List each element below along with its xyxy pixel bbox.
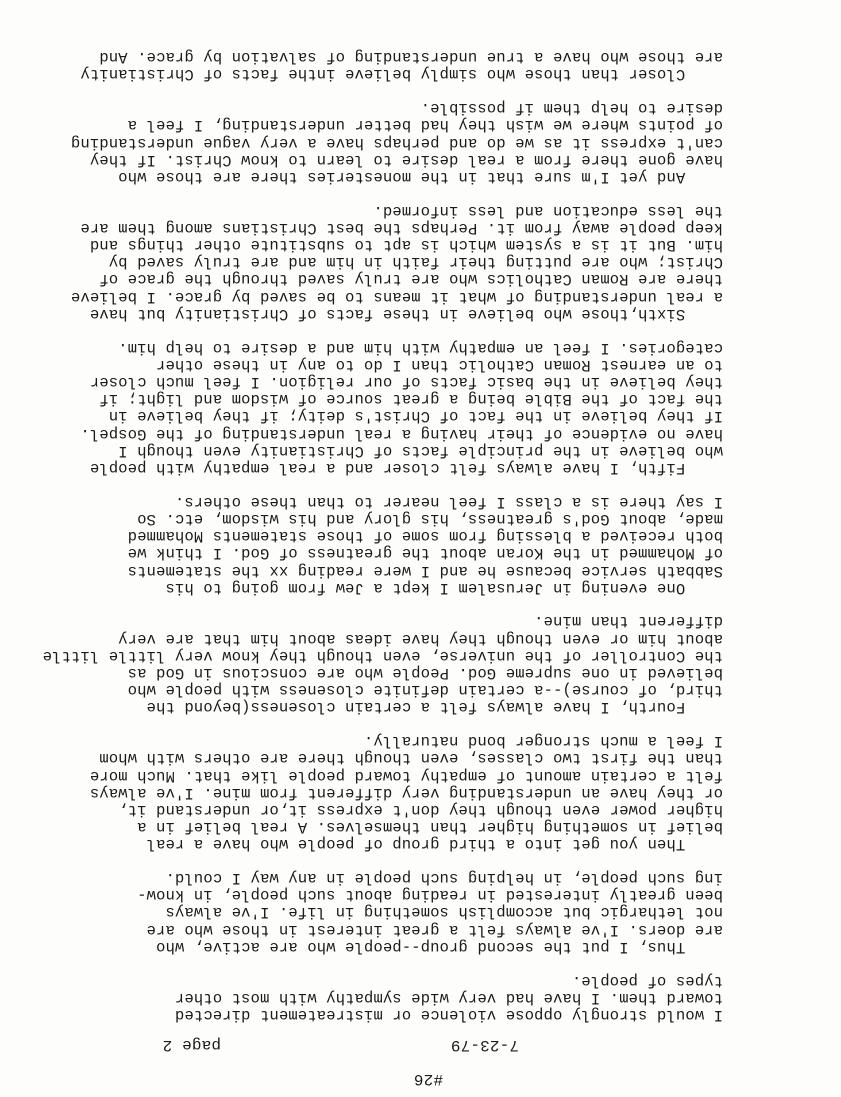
text-line: a real understanding of what it means to be saved by grace. I believe	[70, 287, 723, 306]
text-line: toward them. I have had very wide sympathy with most other	[174, 988, 723, 1007]
text-line: about him or even though they have ideas about him that are very	[118, 629, 723, 648]
text-line: the Controller of the universe, even though they know very little little	[42, 646, 723, 665]
text-line: keep people away from it. Perhaps the best Christians among them are	[80, 218, 723, 237]
text-line: desire to help them if possible.	[420, 99, 723, 118]
text-line: categories. I feel an empathy with him and a desire to help him.	[118, 338, 723, 357]
text-line: have gone there from a real desire to learn to know Christ. If they	[89, 150, 723, 169]
text-line: felt a certain amount of empathy toward people like that. Much more	[89, 766, 723, 785]
text-line: they believe in the basic facts of our religion. I feel much closer	[89, 373, 723, 391]
document-date: 7-23-79	[450, 1036, 519, 1054]
paragraph	[23, 493, 723, 596]
text-line: who believe in the principle facts of Christianity even though I	[118, 441, 723, 460]
text-line: Sabbath service because he and I were reading xx the statements	[127, 561, 723, 580]
text-line: or they have an understanding very different from mine. I've always	[89, 783, 723, 802]
document-number: #26	[413, 1070, 443, 1088]
paragraph	[23, 732, 723, 852]
paragraph	[23, 869, 723, 955]
text-line: Fifth, I have always felt closer and a real empathy with people	[89, 459, 723, 478]
text-line: belief in something higher than themselves. A real belief in a	[137, 818, 723, 837]
text-line: third, of course)--a certain definite closeness with people who	[127, 681, 723, 700]
text-line: I feel a much stronger bond naturally.	[363, 732, 723, 751]
text-line: both received a blessing from some of those statements Mohammed	[127, 527, 723, 546]
paragraph	[23, 48, 723, 82]
text-line: of points where we wish they had better understanding, I feel a	[127, 116, 723, 135]
text-line: the less education and less informed.	[373, 201, 723, 220]
paragraph	[23, 201, 723, 321]
paragraph	[23, 338, 723, 476]
paragraph	[23, 99, 723, 185]
text-line: If they believe in the fact of Christ's deity; if they believe in	[108, 407, 723, 426]
text-line: Sixth,those who believe in these facts of Christianity but have	[89, 304, 723, 323]
text-line: Closer than those who simply believe inthe facts of Christianity	[80, 65, 723, 84]
page-number: page 2	[162, 1036, 221, 1054]
text-line: different than mine.	[533, 612, 723, 631]
text-line: types of people.	[571, 971, 723, 990]
text-line: made, about God's greatness, his glory and his wisdom, etc. So	[137, 509, 723, 528]
text-line: One evening in Jerusalem I kept a Jew from going to his	[165, 578, 723, 597]
text-line: have no evidence of their having a real understanding of the Gospel.	[80, 424, 723, 443]
text-line: Then you get into a third group of people who have a real	[146, 835, 723, 854]
text-line: ing such people, in helping such people in any way I could.	[165, 869, 723, 888]
text-line: are doers. I've always felt a great interest in those who are	[146, 920, 723, 939]
text-line: I say there is a class I feel nearer to than these others.	[174, 492, 723, 511]
text-line: the fact of the Bible being a great source of wisdom and light; if	[99, 390, 723, 409]
text-line: Christ; who are putting their faith in him and are truly saved by	[108, 253, 723, 272]
text-line: than the first two classes, even though there are others with whom	[99, 749, 723, 768]
text-line: believed in one supreme God. People who are conscious in God as	[127, 664, 723, 683]
text-line: are those who have a true understanding of salvation by grace. And	[99, 48, 723, 67]
text-line: And yet I'm sure that in the monesteries there are those who	[118, 167, 723, 186]
text-line: can't express it as we do and perhaps have a very vague understanding	[70, 133, 723, 152]
document-body	[23, 32, 723, 1023]
text-line: Thus, I put the second group--people who are active, who	[155, 937, 723, 956]
text-line: there are Roman Catholics who are truly saved through the grace of	[99, 270, 723, 289]
paragraph	[23, 971, 723, 1023]
text-line: to an earnest Roman Catholic than I do to any in these other	[155, 355, 723, 374]
text-line: higher power even though they don't express it,or understand it,	[118, 800, 723, 819]
paragraph	[23, 612, 723, 715]
text-line: not lethargic but accomplish something in life. I've always	[165, 903, 723, 922]
text-line: of Mohammed in the Koran about the greatness of God. I think we	[127, 544, 723, 563]
text-line: Fourth, I have always felt a certain closeness(beyond the	[146, 698, 723, 717]
text-line: him. But it is a system which is apt to substitute other things and	[89, 236, 723, 255]
text-line: I would strongly oppose violence or mistreatement directed	[174, 1006, 723, 1024]
text-line: been greatly interested in reading about such people, in know-	[137, 886, 723, 905]
